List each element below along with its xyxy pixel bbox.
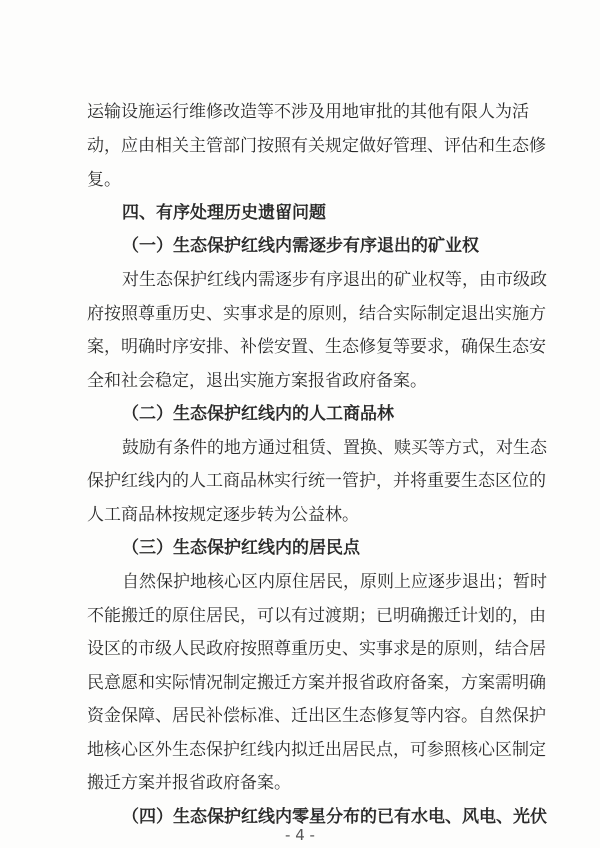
body-line: 不能搬迁的原住居民，可以有过渡期；已明确搬迁计划的，由	[87, 606, 546, 626]
subsection-heading: （二）生态保护红线内的人工商品林	[122, 404, 394, 424]
body-line: 案，明确时序安排、补偿安置、生态修复等要求，确保生态安	[87, 337, 546, 357]
body-line: 自然保护地核心区内原住居民，原则上应逐步退出；暂时	[122, 572, 547, 592]
subsection-heading: （三）生态保护红线内的居民点	[122, 538, 360, 558]
subsection-heading: （一）生态保护红线内需逐步有序退出的矿业权	[122, 236, 479, 256]
body-line: 设区的市级人民政府按照尊重历史、实事求是的原则，结合居	[87, 639, 546, 659]
body-line: 搬迁方案并报省政府备案。	[87, 773, 291, 793]
body-line: 民意愿和实际情况制定搬迁方案并报省政府备案，方案需明确	[87, 673, 546, 693]
body-line: 复。	[87, 170, 121, 190]
body-line: 对生态保护红线内需逐步有序退出的矿业权等，由市级政	[122, 270, 547, 290]
body-line: 地核心区外生态保护红线内拟迁出居民点，可参照核心区制定	[87, 740, 546, 760]
body-line: 人工商品林按规定逐步转为公益林。	[87, 505, 359, 525]
body-line: 鼓励有条件的地方通过租赁、置换、赎买等方式，对生态	[122, 438, 547, 458]
body-line: 资金保障、居民补偿标准、迁出区生态修复等内容。自然保护	[87, 706, 546, 726]
page-number: - 4 -	[285, 826, 315, 844]
section-heading: 四、有序处理历史遗留问题	[122, 203, 326, 223]
body-line: 府按照尊重历史、实事求是的原则，结合实际制定退出实施方	[87, 304, 546, 324]
body-line: 动，应由相关主管部门按照有关规定做好管理、评估和生态修	[87, 136, 546, 156]
subsection-heading: （四）生态保护红线内零星分布的已有水电、风电、光伏	[122, 807, 547, 827]
body-line: 运输设施运行维修改造等不涉及用地审批的其他有限人为活	[87, 102, 529, 122]
body-line: 保护红线内的人工商品林实行统一管护，并将重要生态区位的	[87, 471, 546, 491]
body-line: 全和社会稳定，退出实施方案报省政府备案。	[87, 371, 427, 391]
